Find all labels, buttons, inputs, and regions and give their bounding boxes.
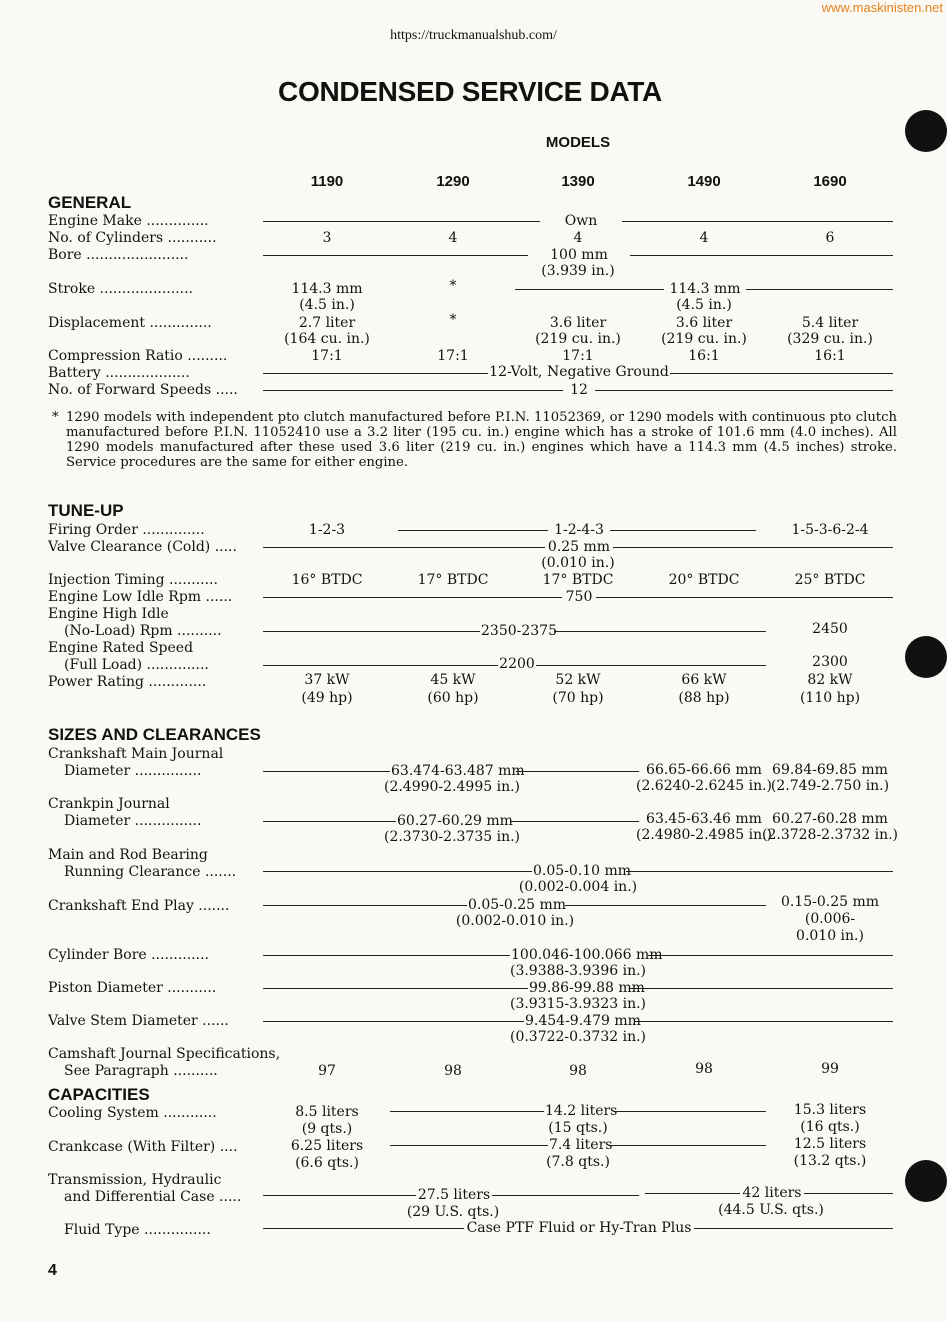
camshaft-1190: 97 [318,1063,336,1079]
value-rated: 2200 [499,656,535,672]
stroke-1190-mm: 114.3 mm [291,281,363,297]
cylinders-1490: 4 [699,230,709,246]
value-cooling-mid-l: 14.2 liters [545,1103,618,1119]
model-1490: 1490 [687,173,721,190]
rated-1690: 2300 [812,654,848,670]
label-camshaft-2: See Paragraph .......... [64,1063,218,1079]
disp-1490-in: (219 cu. in.) [661,331,747,347]
value-battery: 12-Volt, Negative Ground [489,364,669,380]
power-1290-kw: 45 kW [430,672,476,688]
label-rated-2: (Full Load) .............. [64,657,209,673]
cylinders-1390: 4 [573,230,583,246]
value-piston-in: (3.9315-3.9323 in.) [509,996,647,1012]
disp-1390-l: 3.6 liter [549,315,607,331]
source-url[interactable]: https://truckmanualshub.com/ [390,28,557,43]
value-bore-mm: 100 mm [528,247,630,264]
cooling-1690-qt: (16 qts.) [800,1119,860,1135]
compression-1190: 17:1 [311,348,343,364]
binder-hole [905,1160,947,1202]
power-1190-kw: 37 kW [304,672,350,688]
value-crankcase-mid-l: 7.4 liters [549,1137,613,1153]
value-low-idle: 750 [562,589,596,606]
label-valve-stem: Valve Stem Diameter ...... [48,1013,229,1029]
page-title: CONDENSED SERVICE DATA [278,76,662,107]
disp-1490-l: 3.6 liter [675,315,733,331]
footnote-text: 1290 models with independent pto clutch manufactured before P.I.N. 11052369, or 1290 models with continuous pto clutch manufactured before P.I.N. 11052410 use a 3.2 liter (195 cu. in.) engine which has a stroke of 101.6 mm (4.0 inches). All 1290 models manufactured after these used 3.6 liter (219 cu. in.) engines which have a 114.3 mm (4.5 inches) stroke. Service procedures are the same for either engine. [66,410,897,470]
end-play-1690-in-1: (0.006- [804,911,856,927]
compression-1290: 17:1 [437,348,469,364]
power-1190-hp: (49 hp) [301,690,353,706]
value-crankpin-mm: 60.27-60.29 mm [397,813,513,829]
camshaft-1690: 99 [821,1061,839,1077]
label-fluid: Fluid Type ............... [64,1222,211,1238]
models-heading: MODELS [545,134,611,151]
cooling-1190-qt: (9 qts.) [301,1121,353,1137]
crankpin-1490-in: (2.4980-2.4985 in.) [635,827,773,843]
value-stroke-mm: 114.3 mm [664,281,746,298]
label-crankpin-2: Diameter ............... [64,813,202,829]
label-trans-2: and Differential Case ..... [64,1189,242,1205]
disp-1190-in: (164 cu. in.) [284,331,370,347]
label-bearing-2: Running Clearance ....... [64,864,237,880]
crank-main-1490-in: (2.6240-2.6245 in.) [635,778,773,794]
crank-main-1690-in: (2.749-2.750 in.) [770,778,890,794]
label-power: Power Rating ............. [48,674,207,690]
power-1390-hp: (70 hp) [552,690,604,706]
value-firing-mid: 1-2-4-3 [548,522,610,539]
label-injection-timing: Injection Timing ........... [48,572,218,588]
power-1490-hp: (88 hp) [678,690,730,706]
inj-1190: 16° BTDC [291,572,363,588]
firing-1190: 1-2-3 [308,522,346,538]
crankcase-1190-qt: (6.6 qts.) [295,1155,359,1171]
power-1490-kw: 66 kW [681,672,727,688]
section-tuneup: TUNE-UP [48,501,124,520]
footnote-star: * [52,410,59,425]
value-valve-clear-in: (0.010 in.) [541,555,615,571]
value-valve-stem-mm: 9.454-9.479 mm [525,1013,641,1029]
value-cooling-mid-qt: (15 qts.) [548,1120,608,1136]
label-camshaft-1: Camshaft Journal Specifications, [48,1046,281,1062]
camshaft-1290: 98 [444,1063,462,1079]
firing-1690: 1-5-3-6-2-4 [791,522,869,538]
value-crank-main-in: (2.4990-2.4995 in.) [383,779,521,795]
value-trans-b-l: 42 liters [740,1185,804,1202]
camshaft-1390: 98 [569,1063,587,1079]
value-bearing-mm: 0.05-0.10 mm [533,863,632,879]
cylinders-1190: 3 [322,230,332,246]
label-trans-1: Transmission, Hydraulic [48,1172,222,1188]
cooling-1190-l: 8.5 liters [295,1104,359,1120]
camshaft-1490: 98 [695,1061,713,1077]
value-high-idle: 2350-2375 [481,623,557,639]
value-speeds: 12 [563,382,595,399]
cylinders-1690: 6 [825,230,835,246]
crankpin-1490-mm: 63.45-63.46 mm [646,811,762,827]
label-engine-make: Engine Make .............. [48,213,209,229]
model-1690: 1690 [813,173,847,190]
page-number: 4 [48,1262,57,1279]
compression-1690: 16:1 [814,348,846,364]
label-cooling: Cooling System ............ [48,1105,217,1121]
compression-1390: 17:1 [562,348,594,364]
value-stroke-in: (4.5 in.) [676,297,732,313]
crankpin-1690-mm: 60.27-60.28 mm [772,811,888,827]
value-bore-in: (3.939 in.) [541,263,615,279]
cooling-1690-l: 15.3 liters [793,1102,867,1118]
value-piston-mm: 99.86-99.88 mm [529,980,645,996]
section-general: GENERAL [48,193,132,212]
label-speeds: No. of Forward Speeds ..... [48,382,238,398]
section-capacities: CAPACITIES [48,1085,150,1104]
value-engine-make: Own [540,213,622,230]
crank-main-1690-mm: 69.84-69.85 mm [772,762,888,778]
crankcase-1190-l: 6.25 liters [290,1138,364,1154]
section-sizes: SIZES AND CLEARANCES [48,725,261,744]
value-valve-clear-mm: 0.25 mm [545,539,613,556]
disp-1690-in: (329 cu. in.) [787,331,873,347]
crankcase-1690-qt: (13.2 qts.) [793,1153,867,1169]
binder-hole [905,636,947,678]
label-high-idle-1: Engine High Idle [48,606,169,622]
label-compression: Compression Ratio ......... [48,348,228,364]
label-stroke: Stroke ..................... [48,281,194,297]
crankpin-1690-in: (2.3728-2.3732 in.) [762,827,899,843]
high-idle-1690: 2450 [812,621,848,637]
stroke-1190-in: (4.5 in.) [299,297,355,313]
crank-main-1490-mm: 66.65-66.66 mm [646,762,762,778]
end-play-1690-in-2: 0.010 in.) [796,928,864,944]
disp-1290-star: * [449,312,457,328]
label-battery: Battery ................... [48,365,190,381]
value-end-play-in: (0.002-0.010 in.) [455,913,575,929]
value-trans-b-qt: (44.5 U.S. qts.) [718,1202,824,1218]
inj-1290: 17° BTDC [417,572,489,588]
cylinders-1290: 4 [448,230,458,246]
model-1390: 1390 [561,173,595,190]
label-crank-main-1: Crankshaft Main Journal [48,746,224,762]
value-valve-stem-in: (0.3722-0.3732 in.) [509,1029,647,1045]
label-bore: Bore ....................... [48,247,189,263]
compression-1490: 16:1 [688,348,720,364]
label-displacement: Displacement .............. [48,315,212,331]
value-cyl-bore-in: (3.9388-3.9396 in.) [509,963,647,979]
disp-1190-l: 2.7 liter [298,315,356,331]
label-valve-clearance: Valve Clearance (Cold) ..... [48,539,237,555]
model-1190: 1190 [310,173,344,190]
value-bearing-in: (0.002-0.004 in.) [518,879,638,895]
end-play-1690-mm: 0.15-0.25 mm [780,894,880,910]
stroke-1290-star: * [449,278,457,294]
footnote [52,410,897,470]
value-fluid: Case PTF Fluid or Hy-Tran Plus [464,1220,694,1237]
label-rated-1: Engine Rated Speed [48,640,194,656]
value-crankcase-mid-qt: (7.8 qts.) [546,1154,610,1170]
inj-1390: 17° BTDC [542,572,614,588]
power-1690-kw: 82 kW [807,672,853,688]
model-1290: 1290 [436,173,470,190]
label-crankcase: Crankcase (With Filter) .... [48,1139,238,1155]
value-end-play-mm: 0.05-0.25 mm [468,897,567,913]
label-high-idle-2: (No-Load) Rpm .......... [64,623,222,639]
label-firing: Firing Order .............. [48,522,205,538]
crankcase-1690-l: 12.5 liters [793,1136,867,1152]
binder-hole [905,110,947,152]
value-crankpin-in: (2.3730-2.3735 in.) [383,829,521,845]
label-cylinders: No. of Cylinders ........... [48,230,217,246]
label-cylinder-bore: Cylinder Bore ............. [48,947,209,963]
power-1390-kw: 52 kW [555,672,601,688]
label-end-play: Crankshaft End Play ....... [48,898,230,914]
inj-1490: 20° BTDC [668,572,740,588]
inj-1690: 25° BTDC [794,572,866,588]
watermark: www.maskinisten.net [821,0,943,15]
value-trans-a-l: 27.5 liters [417,1187,491,1203]
disp-1390-in: (219 cu. in.) [535,331,621,347]
label-crank-main-2: Diameter ............... [64,763,202,779]
label-crankpin-1: Crankpin Journal [48,796,170,812]
value-trans-a-qt: (29 U.S. qts.) [406,1204,500,1220]
disp-1690-l: 5.4 liter [801,315,859,331]
label-bearing-1: Main and Rod Bearing [48,847,208,863]
power-1290-hp: (60 hp) [427,690,479,706]
label-piston: Piston Diameter ........... [48,980,217,996]
value-cyl-bore-mm: 100.046-100.066 mm [511,947,663,963]
value-crank-main-mm: 63.474-63.487 mm [391,763,525,779]
power-1690-hp: (110 hp) [799,690,861,706]
label-low-idle: Engine Low Idle Rpm ...... [48,589,233,605]
